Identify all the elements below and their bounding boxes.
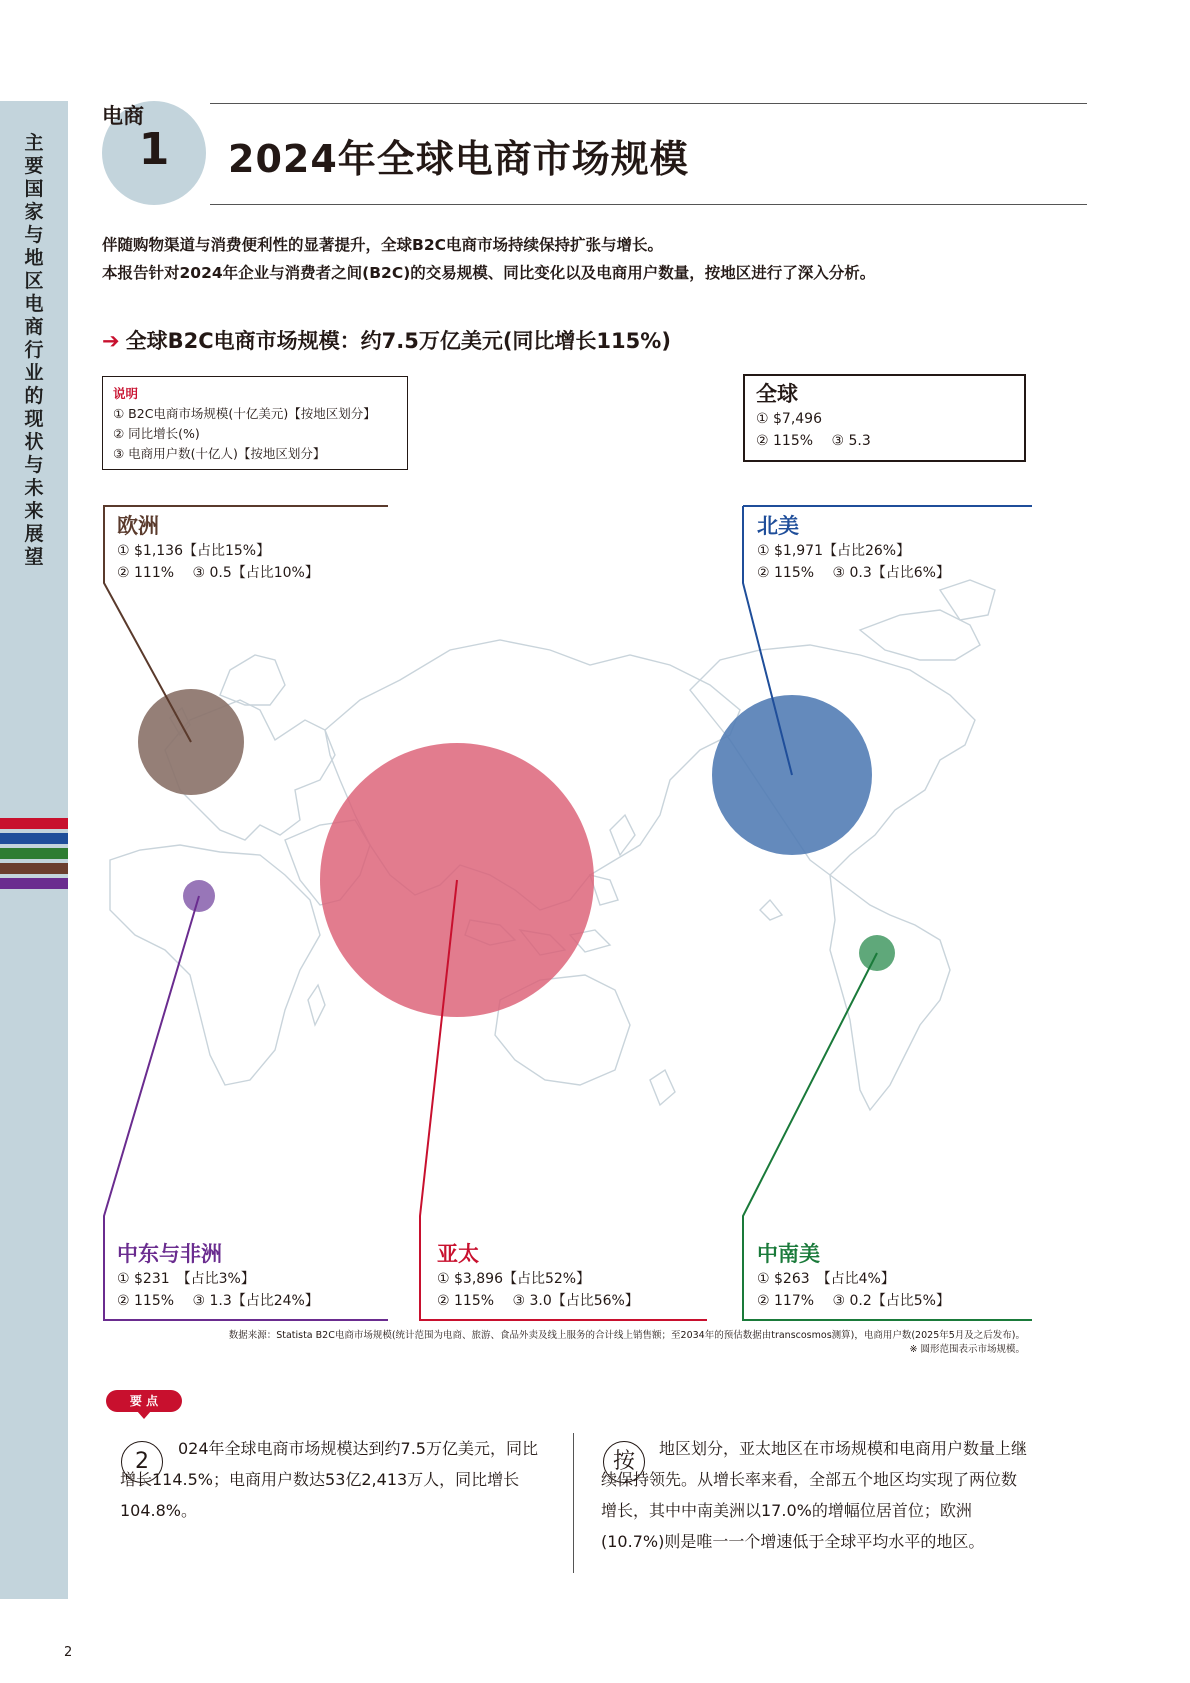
legend-item: ③ 电商用户数(十亿人)【按地区划分】 <box>113 446 326 461</box>
title-rule-top <box>210 103 1087 104</box>
keypoint-left-marker: 2 <box>121 1441 163 1483</box>
source-footnote <box>100 1329 1025 1357</box>
global-name: 全球 <box>756 382 798 406</box>
stripe-blue <box>0 833 68 844</box>
section-label: 电商 <box>102 104 144 128</box>
region-apac-name: 亚太 <box>437 1242 479 1266</box>
section-subheading <box>102 325 671 355</box>
legend-box <box>102 376 408 470</box>
region-mea-stat-2: ② 115% ③ 1.3【占比24%】 <box>117 1293 319 1309</box>
keypoint-right-text: 地区划分，亚太地区在市场规模和电商用户数量上继续保持领先。从增长率来看，全部五个地区均实现了两位数增长，其中中南美洲以17.0%的增幅位居首位；欧洲(10.7%)则是唯一一个增速低于全球平均水平的地区。 <box>601 1439 1028 1551</box>
region-north-america-name: 北美 <box>757 514 799 538</box>
side-title: 主要国家与地区电商行业的现状与未来展望 <box>24 132 44 568</box>
region-mea-stat-1: ① $231 【占比3%】 <box>117 1271 255 1287</box>
keypoint-right-marker: 按 <box>603 1441 645 1483</box>
region-mea-name: 中东与非洲 <box>117 1242 222 1266</box>
subheading-text: 全球B2C电商市场规模：约7.5万亿美元(同比增长115%) <box>125 329 671 353</box>
legend-item: ② 同比增长(%) <box>113 426 200 441</box>
region-europe-name: 欧洲 <box>117 514 159 538</box>
region-latam-name: 中南美 <box>757 1242 820 1266</box>
arrow-right-icon: ➔ <box>102 329 120 353</box>
stripe-brown <box>0 863 68 874</box>
stripe-green <box>0 848 68 859</box>
stripe-purple <box>0 878 68 889</box>
legend-title: 说明 <box>113 386 139 401</box>
region-latam-stat-1: ① $263 【占比4%】 <box>757 1271 895 1287</box>
section-number: 1 <box>138 124 170 175</box>
page-number: 2 <box>64 1645 73 1660</box>
intro-paragraph <box>102 231 1102 287</box>
region-europe <box>117 512 319 584</box>
region-apac <box>437 1240 639 1312</box>
circle-note: ※ 圆形范围表示市场规模。 <box>909 1344 1025 1355</box>
source-text: 数据来源：Statista B2C电商市场规模(统计范围为电商、旅游、食品外卖及线上服务的合计线上销售额；至2034年的预估数据由transcosmos测算)，电商用户数(2025年5月及之后发布)。 <box>228 1330 1025 1341</box>
global-stat-2: ② 115% ③ 5.3 <box>756 433 871 449</box>
region-apac-stat-1: ① $3,896【占比52%】 <box>437 1271 591 1287</box>
region-latam <box>757 1240 950 1312</box>
keypoint-tag: 要 点 <box>106 1390 182 1412</box>
stripe-red <box>0 818 68 829</box>
keypoint-tag-tail <box>137 1411 151 1419</box>
page-title: 2024年全球电商市场规模 <box>228 137 689 181</box>
region-mea <box>117 1240 319 1312</box>
keypoint-left-text: 024年全球电商市场规模达到约7.5万亿美元，同比增长114.5%；电商用户数达53亿2,413万人，同比增长104.8%。 <box>120 1439 538 1520</box>
title-rule-bottom <box>210 204 1087 205</box>
legend-item: ① B2C电商市场规模(十亿美元)【按地区划分】 <box>113 406 376 421</box>
global-stat-1: ① $7,496 <box>756 411 822 427</box>
region-europe-stat-1: ① $1,136【占比15%】 <box>117 543 271 559</box>
region-north-america-stat-2: ② 115% ③ 0.3【占比6%】 <box>757 565 950 581</box>
region-europe-stat-2: ② 111% ③ 0.5【占比10%】 <box>117 565 319 581</box>
region-north-america-stat-1: ① $1,971【占比26%】 <box>757 543 911 559</box>
region-apac-stat-2: ② 115% ③ 3.0【占比56%】 <box>437 1293 639 1309</box>
global-summary-box <box>743 374 1026 462</box>
world-map <box>70 480 1070 1330</box>
keypoint-divider <box>573 1433 574 1573</box>
intro-line-2: 本报告针对2024年企业与消费者之间(B2C)的交易规模、同比变化以及电商用户数量，按地区进行了深入分析。 <box>102 264 876 282</box>
region-latam-stat-2: ② 117% ③ 0.2【占比5%】 <box>757 1293 950 1309</box>
intro-line-1: 伴随购物渠道与消费便利性的显著提升，全球B2C电商市场持续保持扩张与增长。 <box>102 236 663 254</box>
region-north-america <box>757 512 950 584</box>
